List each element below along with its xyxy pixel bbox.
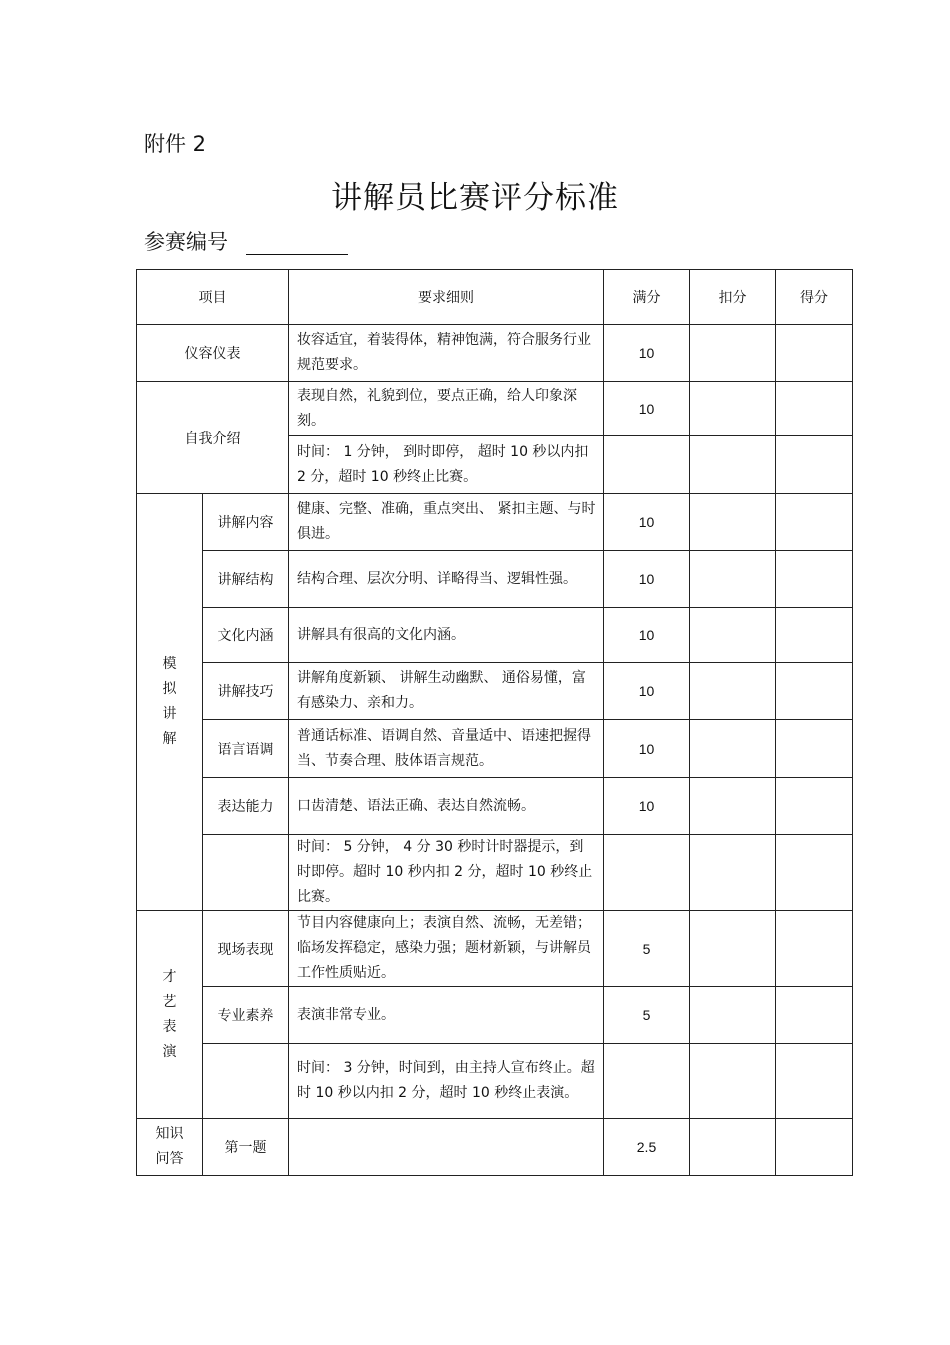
table-row [137, 494, 853, 551]
table-row [137, 987, 853, 1044]
table-row [137, 551, 853, 608]
header-score: 得分 [776, 270, 853, 325]
table-row [137, 1119, 853, 1176]
full-score-cell: 10 [604, 382, 690, 436]
header-deduct: 扣分 [690, 270, 776, 325]
rule-cell: 讲解角度新颖、 讲解生动幽默、 通俗易懂，富有感染力、亲和力。 [289, 663, 604, 720]
rule-cell: 时间： 1 分钟， 到时即停， 超时 10 秒以内扣 2 分，超时 10 秒终止比赛。 [289, 436, 604, 494]
score-cell[interactable] [776, 1119, 853, 1176]
score-cell[interactable] [776, 778, 853, 835]
deduct-cell[interactable] [690, 1119, 776, 1176]
score-cell[interactable] [776, 382, 853, 436]
full-score-cell [604, 436, 690, 494]
score-cell[interactable] [776, 720, 853, 778]
full-score-cell: 10 [604, 778, 690, 835]
deduct-cell[interactable] [690, 663, 776, 720]
sub-item-cell: 讲解内容 [203, 494, 289, 551]
rule-cell: 结构合理、层次分明、详略得当、逻辑性强。 [289, 551, 604, 608]
deduct-cell[interactable] [690, 911, 776, 987]
header-rule: 要求细则 [289, 270, 604, 325]
score-cell[interactable] [776, 835, 853, 911]
full-score-cell: 10 [604, 663, 690, 720]
table-row [137, 911, 853, 987]
group-zhishi-cell [137, 1119, 203, 1176]
item-cell: 仪容仪表 [137, 325, 289, 382]
rule-cell: 妆容适宜，着装得体，精神饱满，符合服务行业规范要求。 [289, 325, 604, 382]
entry-number-blank[interactable] [246, 254, 348, 255]
full-score-cell: 10 [604, 494, 690, 551]
sub-item-cell: 讲解结构 [203, 551, 289, 608]
page-title: 讲解员比赛评分标准 [331, 180, 619, 216]
rule-cell [289, 1119, 604, 1176]
full-score-cell: 10 [604, 551, 690, 608]
table-row [137, 778, 853, 835]
item-cell: 自我介绍 [137, 382, 289, 494]
sub-item-cell: 专业素养 [203, 987, 289, 1044]
sub-item-cell: 讲解技巧 [203, 663, 289, 720]
sub-item-cell: 语言语调 [203, 720, 289, 778]
full-score-cell: 10 [604, 325, 690, 382]
full-score-cell: 5 [604, 987, 690, 1044]
deduct-cell[interactable] [690, 987, 776, 1044]
full-score-cell: 10 [604, 608, 690, 663]
deduct-cell[interactable] [690, 835, 776, 911]
rule-cell: 节目内容健康向上；表演自然、流畅，无差错；临场发挥稳定，感染力强；题材新颖，与讲解员工作性质贴近。 [289, 911, 604, 987]
group-label: 才艺表演 [162, 968, 177, 1060]
group-label: 知识问答 [155, 1126, 184, 1167]
sub-item-cell [203, 1044, 289, 1119]
deduct-cell[interactable] [690, 1044, 776, 1119]
deduct-cell[interactable] [690, 551, 776, 608]
score-cell[interactable] [776, 663, 853, 720]
entry-number-label: 参赛编号 [144, 230, 228, 254]
rule-cell: 时间： 5 分钟， 4 分 30 秒时计时器提示，到时即停。超时 10 秒内扣 2 分，超时 10 秒终止比赛。 [289, 835, 604, 911]
sub-item-cell [203, 835, 289, 911]
deduct-cell[interactable] [690, 494, 776, 551]
score-cell[interactable] [776, 1044, 853, 1119]
table-row [137, 1044, 853, 1119]
table-header-row [137, 270, 853, 325]
rule-cell: 口齿清楚、语法正确、表达自然流畅。 [289, 778, 604, 835]
table-row [137, 382, 853, 436]
score-cell[interactable] [776, 987, 853, 1044]
deduct-cell[interactable] [690, 382, 776, 436]
deduct-cell[interactable] [690, 436, 776, 494]
scoring-table [136, 269, 853, 1176]
full-score-cell: 10 [604, 720, 690, 778]
sub-item-cell: 现场表现 [203, 911, 289, 987]
sub-item-cell: 文化内涵 [203, 608, 289, 663]
group-moni-cell [137, 494, 203, 911]
rule-cell: 讲解具有很高的文化内涵。 [289, 608, 604, 663]
table-row [137, 325, 853, 382]
rule-cell: 时间： 3 分钟，时间到，由主持人宣布终止。超时 10 秒以内扣 2 分，超时 10 秒终止表演。 [289, 1044, 604, 1119]
score-cell[interactable] [776, 436, 853, 494]
header-item: 项目 [137, 270, 289, 325]
table-row [137, 608, 853, 663]
rule-cell: 表演非常专业。 [289, 987, 604, 1044]
score-cell[interactable] [776, 494, 853, 551]
table-row [137, 720, 853, 778]
header-full: 满分 [604, 270, 690, 325]
deduct-cell[interactable] [690, 325, 776, 382]
deduct-cell[interactable] [690, 608, 776, 663]
score-cell[interactable] [776, 911, 853, 987]
full-score-cell: 2.5 [604, 1119, 690, 1176]
group-label: 模拟讲解 [162, 656, 177, 747]
deduct-cell[interactable] [690, 778, 776, 835]
group-caiyi-cell [137, 911, 203, 1119]
sub-item-cell: 表达能力 [203, 778, 289, 835]
score-cell[interactable] [776, 551, 853, 608]
rule-cell: 普通话标准、语调自然、音量适中、语速把握得当、节奏合理、肢体语言规范。 [289, 720, 604, 778]
deduct-cell[interactable] [690, 720, 776, 778]
score-cell[interactable] [776, 608, 853, 663]
full-score-cell: 5 [604, 911, 690, 987]
full-score-cell [604, 835, 690, 911]
attachment-label: 附件 2 [144, 132, 207, 156]
sub-item-cell: 第一题 [203, 1119, 289, 1176]
table-row [137, 663, 853, 720]
full-score-cell [604, 1044, 690, 1119]
rule-cell: 表现自然，礼貌到位，要点正确，给人印象深刻。 [289, 382, 604, 436]
rule-cell: 健康、完整、准确，重点突出、 紧扣主题、与时俱进。 [289, 494, 604, 551]
score-cell[interactable] [776, 325, 853, 382]
table-row [137, 835, 853, 911]
